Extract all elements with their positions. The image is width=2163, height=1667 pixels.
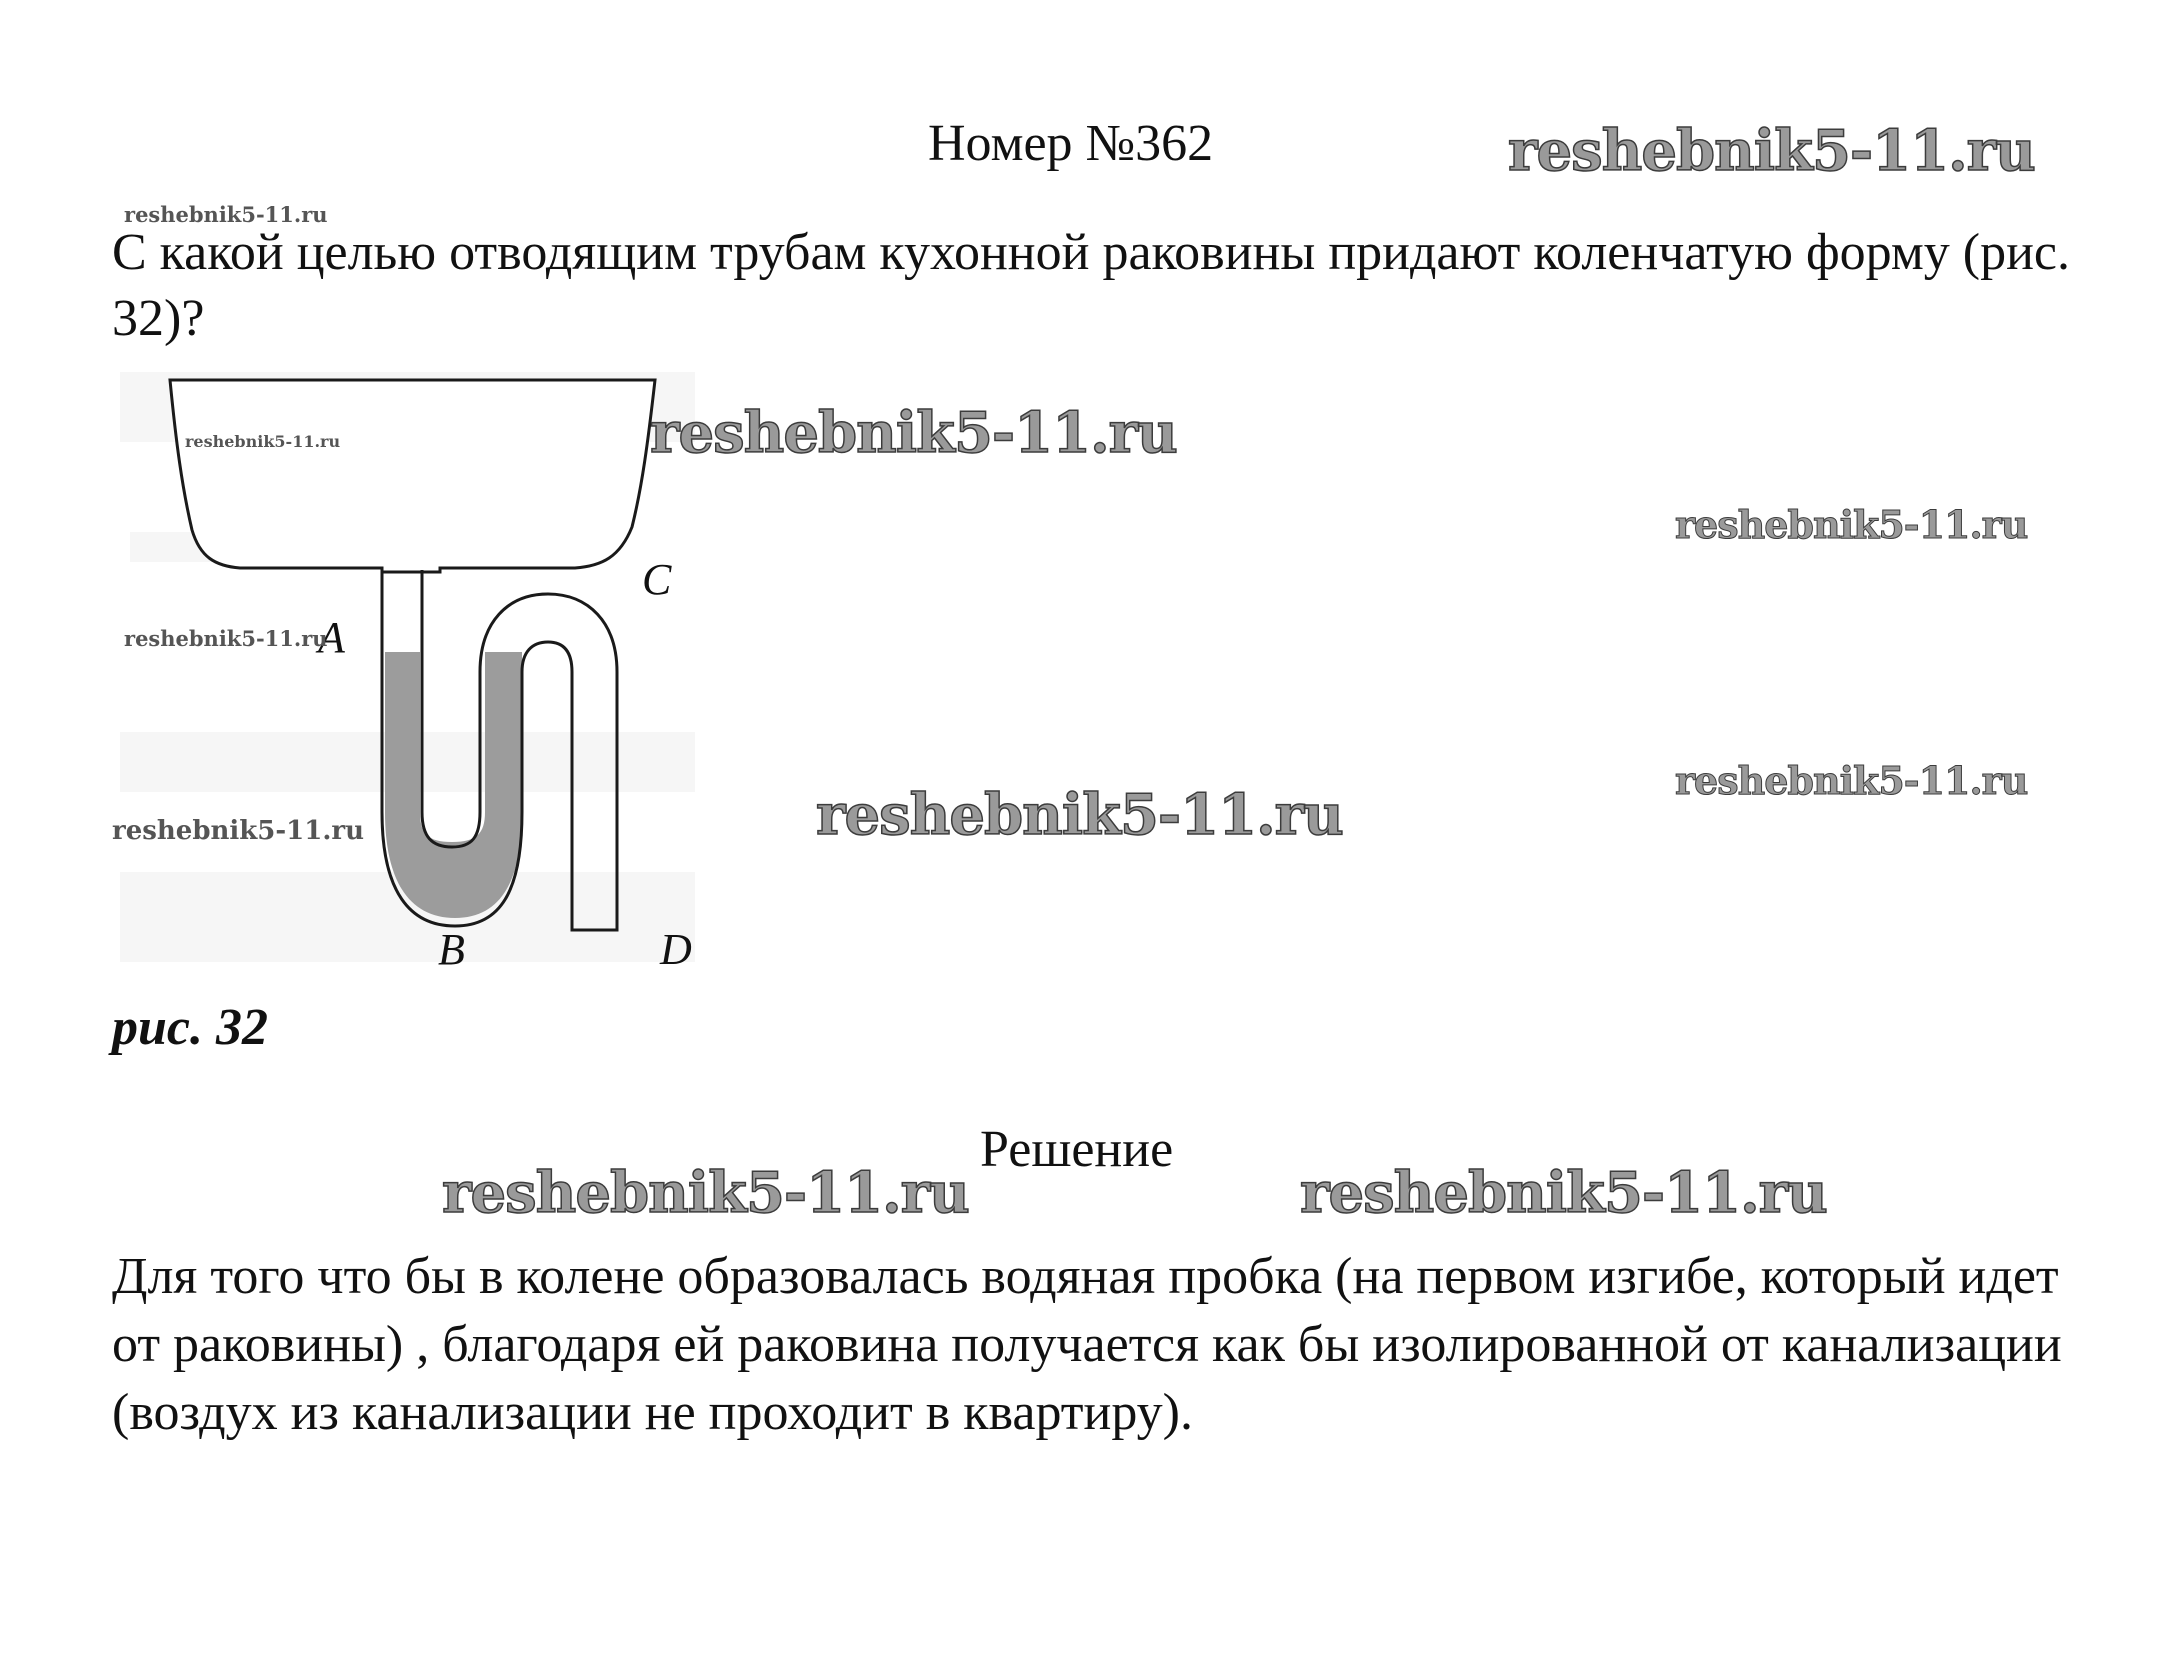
page-title: Номер №362 bbox=[928, 115, 1214, 172]
label-d: D bbox=[660, 925, 692, 974]
watermark-figure-left: reshebnik5-11.ru bbox=[124, 626, 328, 651]
watermark-header: reshebnik5-11.ru bbox=[1508, 118, 2035, 184]
watermark-figure-inner: reshebnik5-11.ru bbox=[185, 432, 341, 451]
figure-caption: рис. 32 bbox=[112, 999, 268, 1056]
label-a: A bbox=[318, 613, 345, 662]
solution-title: Решение bbox=[980, 1121, 1174, 1178]
label-b: B bbox=[438, 925, 465, 974]
sink-basin bbox=[170, 380, 655, 572]
watermark-right-1: reshebnik5-11.ru bbox=[1675, 502, 2028, 547]
question-text: С какой целью отводящим трубам кухонной раковины придают коленчатую форму (рис. 32)? bbox=[112, 224, 2070, 347]
watermark-solution-left: reshebnik5-11.ru bbox=[442, 1160, 969, 1226]
watermark-right-2: reshebnik5-11.ru bbox=[1675, 758, 2028, 803]
watermark-middle: reshebnik5-11.ru bbox=[816, 782, 1343, 848]
watermark-solution-right: reshebnik5-11.ru bbox=[1300, 1160, 1827, 1226]
watermark-figure-right: reshebnik5-11.ru bbox=[650, 400, 1177, 466]
watermark-figure-bottom: reshebnik5-11.ru bbox=[112, 816, 365, 846]
solution-text: Для того что бы в колене образовалась водяная пробка (на первом изгибе, который идет от раковины) , благодаря ей раковина получается как бы изолированной от канализации (воздух из канализации не проходит в квартиру). bbox=[112, 1248, 2062, 1441]
label-c: C bbox=[642, 555, 672, 604]
watermark-small-top: reshebnik5-11.ru bbox=[124, 202, 328, 227]
